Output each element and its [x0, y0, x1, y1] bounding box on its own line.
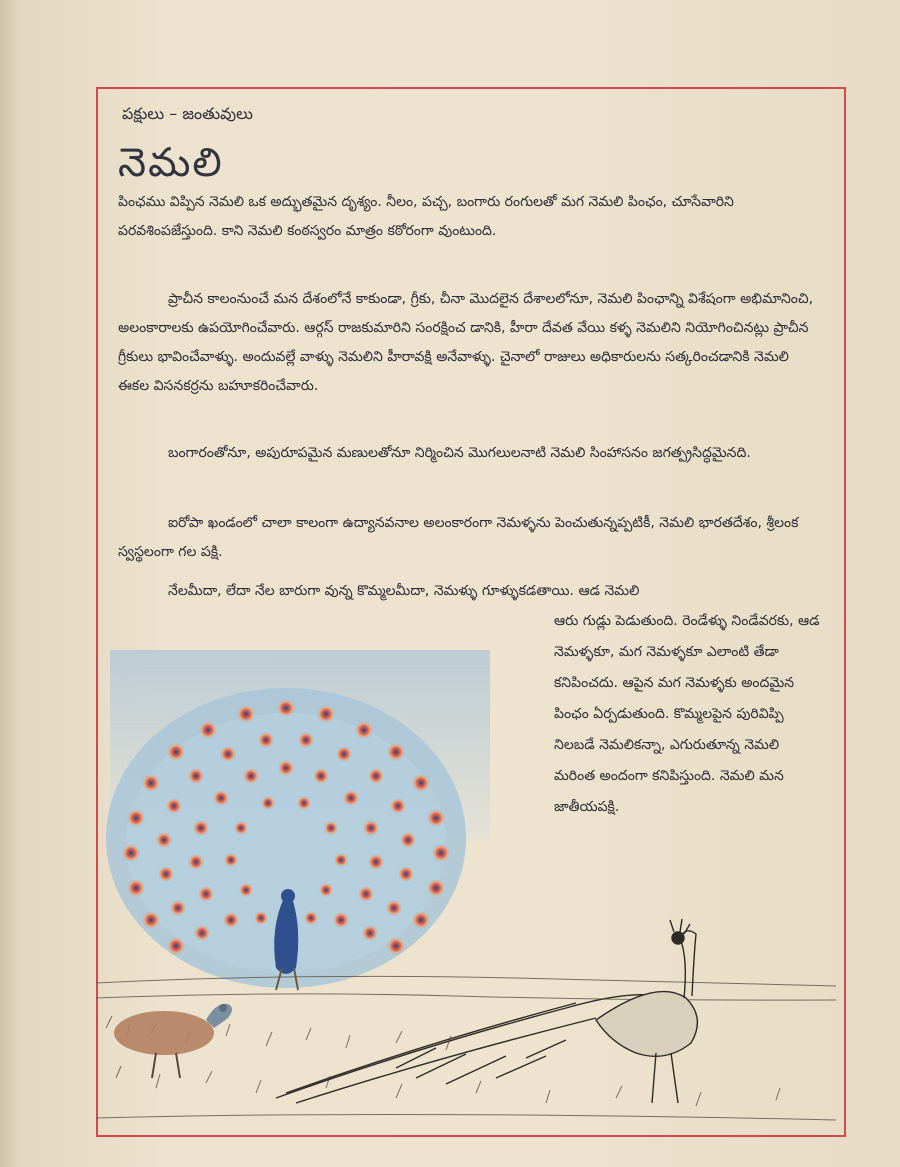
paragraph-4: ఐరోపా ఖండంలో చాలా కాలంగా ఉద్యానవనాల అలంకారంగా నెమళ్ళను పెంచుతున్నప్పటికీ, నెమలి భారతదేశం, శ్రీలంక స్వస్థలంగా గల పక్షి. [118, 515, 799, 560]
page-title: నెమలి [118, 140, 224, 186]
paragraph-1: పింఛము విప్పిన నెమలి ఒక అద్భుతమైన దృశ్యం. నీలం, పచ్చ, బంగారు రంగులతో మగ నెమలి పింఛం, చూసేవారిని పరవశింపజేస్తుంది. కాని నెమలి కంఠస్వరం మాత్రం కఠోరంగా వుంటుంది. [118, 194, 734, 239]
paragraph-6: ఆరు గుడ్లు పెడుతుంది. రెండేళ్ళు నిండేవరకు, ఆడ నెమళ్ళకూ, మగ నెమళ్ళకూ ఎలాంటి తేడా కనిపించదు. ఆపైన మగ నెమళ్ళకు అందమైన పింఛం ఏర్పడుతుంది. కొమ్మలపైన పురివిప్పి నిలబడే నెమలికన్నా, ఎగురుతూన్న నెమలి మరింత అందంగా కనిపిస్తుంది. నెమలి మన జాతీయపక్షి. [554, 613, 820, 815]
peahen-drawing [114, 1004, 232, 1078]
paragraph-3: బంగారంతోనూ, అపురూపమైన మణులతోనూ నిర్మించిన మొగలులనాటి నెమలి సింహాసనం జగత్ప్రసిద్ధమైనది. [168, 445, 751, 461]
fanned-peacock [106, 688, 466, 990]
ground-landscape [96, 976, 836, 1120]
paragraph-5: నేలమీదా, లేదా నేల బారుగా వున్న కొమ్మలమీదా, నెమళ్ళు గూళ్ళుకడతాయి. ఆడ నెమలి [168, 583, 640, 599]
category-label: పక్షులు – జంతువులు [122, 104, 253, 123]
paragraph-2: ప్రాచీన కాలంనుంచే మన దేశంలోనే కాకుండా, గ్రీకు, చీనా మొదలైన దేశాలలోనూ, నెమలి పింఛాన్ని విశేషంగా అభిమానించి, అలంకారాలకు ఉపయోగించేవారు. ఆర్గస్ రాజకుమారిని సంరక్షించ డానికి, హీరా దేవత వేయి కళ్ళ నెమలిని నియోగించినట్లు ప్రాచీన గ్రీకులు భావించేవాళ్ళు. అందువల్లే వాళ్ళు నెమలిని హీరావక్షి అనేవాళ్ళు. చైనాలో రాజులు అధికారులను సత్కరించడానికి నెమలి ఈకల విసనకర్రను బహూకరించేవారు. [118, 291, 814, 394]
page-edge [0, 0, 18, 1167]
peacock-illustration [96, 648, 846, 1136]
